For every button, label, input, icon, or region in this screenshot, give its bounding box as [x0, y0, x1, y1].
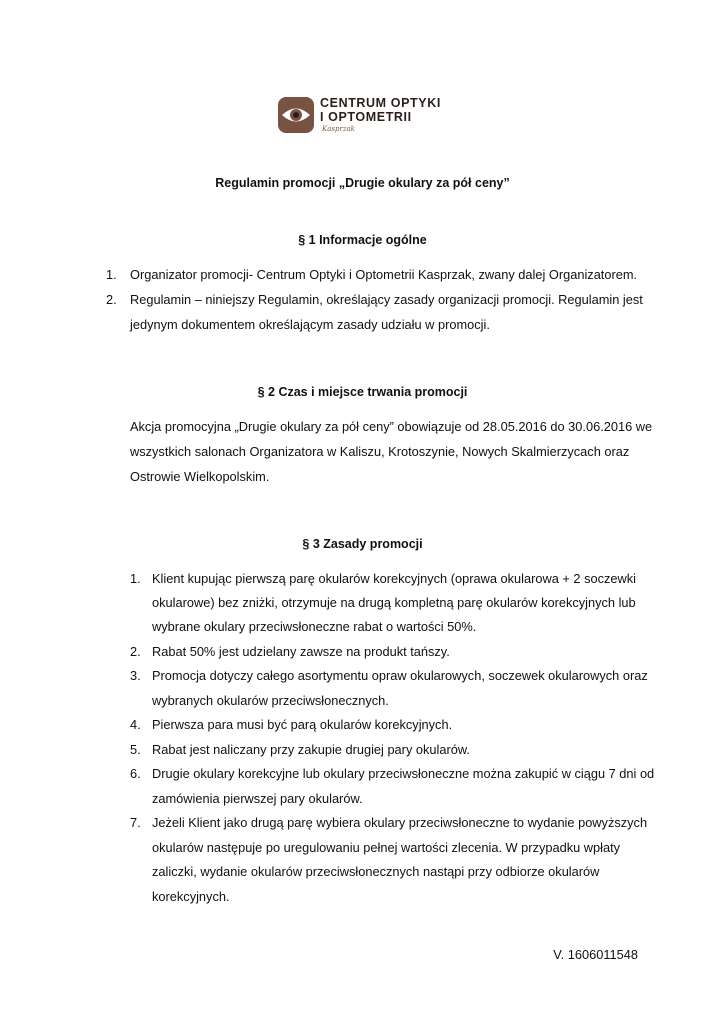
- list-item-number: 2.: [106, 292, 117, 307]
- list-item-number: 2.: [130, 644, 141, 659]
- document-title: Regulamin promocji „Drugie okulary za pół ceny”: [215, 176, 510, 190]
- version-number: V. 1606011548: [553, 947, 638, 962]
- list-item-text: Pierwsza para musi być parą okularów korekcyjnych.: [152, 717, 453, 732]
- logo-text-line2: I OPTOMETRII: [320, 110, 412, 124]
- list-item-text: Promocja dotyczy całego asortymentu opraw okularowych, soczewek okularowych oraz: [152, 668, 648, 683]
- list-item-text: okularowe) bez zniżki, otrzymuje na drugą kompletną parę okularów korekcyjnych lub: [152, 595, 636, 610]
- list-item-text: zamówienia pierwszej pary okularów.: [152, 791, 363, 806]
- list-item-text: zaliczki, wydanie okularów przeciwsłonecznych nastąpi przy odbiorze okularów: [152, 864, 600, 879]
- paragraph-line: Ostrowie Wielkopolskim.: [130, 469, 270, 484]
- list-item-text: Drugie okulary korekcyjne lub okulary przeciwsłoneczne można zakupić w ciągu 7 dni od: [152, 766, 655, 781]
- section3-heading: § 3 Zasady promocji: [302, 537, 423, 551]
- eye-logo-icon: [278, 97, 314, 133]
- list-item-text: Organizator promocji- Centrum Optyki i Optometrii Kasprzak, zwany dalej Organizatorem.: [130, 267, 638, 282]
- list-item-text: Rabat jest naliczany przy zakupie drugiej pary okularów.: [152, 742, 470, 757]
- list-item-number: 7.: [130, 815, 141, 830]
- paragraph-line: wszystkich salonach Organizatora w Kaliszu, Krotoszynie, Nowych Skalmierzycach oraz: [130, 444, 630, 459]
- paragraph-line: Akcja promocyjna „Drugie okulary za pół ceny” obowiązuje od 28.05.2016 do 30.06.2016 we: [130, 419, 653, 434]
- list-item-text: Rabat 50% jest udzielany zawsze na produkt tańszy.: [152, 644, 450, 659]
- company-logo: [278, 95, 448, 137]
- list-item-text: korekcyjnych.: [152, 889, 230, 904]
- list-item-text: wybranych okularów przeciwsłonecznych.: [152, 693, 389, 708]
- list-item-text: Jeżeli Klient jako drugą parę wybiera okulary przeciwsłoneczne to wydanie powyższych: [152, 815, 648, 830]
- list-item-number: 1.: [106, 267, 117, 282]
- logo-text-line1: CENTRUM OPTYKI: [320, 96, 441, 110]
- list-item-number: 5.: [130, 742, 141, 757]
- list-item-text: Klient kupując pierwszą parę okularów korekcyjnych (oprawa okularowa + 2 soczewki: [152, 571, 637, 586]
- list-item-text: Regulamin – niniejszy Regulamin, określający zasady organizacji promocji. Regulamin jest: [130, 292, 643, 307]
- list-item-number: 6.: [130, 766, 141, 781]
- list-item-number: 3.: [130, 668, 141, 683]
- list-item-text: wybrane okulary przeciwsłoneczne rabat o wartości 50%.: [152, 619, 477, 634]
- list-item-number: 4.: [130, 717, 141, 732]
- list-item-text: jedynym dokumentem określającym zasady udziału w promocji.: [130, 317, 490, 332]
- section2-heading: § 2 Czas i miejsce trwania promocji: [257, 385, 468, 399]
- list-item-number: 1.: [130, 571, 141, 586]
- section1-heading: § 1 Informacje ogólne: [298, 233, 427, 247]
- list-item-text: okularów następuje po uregulowaniu pełnej wartości zlecenia. W przypadku wpłaty: [152, 840, 621, 855]
- logo-signature: Kasprzak: [322, 125, 355, 133]
